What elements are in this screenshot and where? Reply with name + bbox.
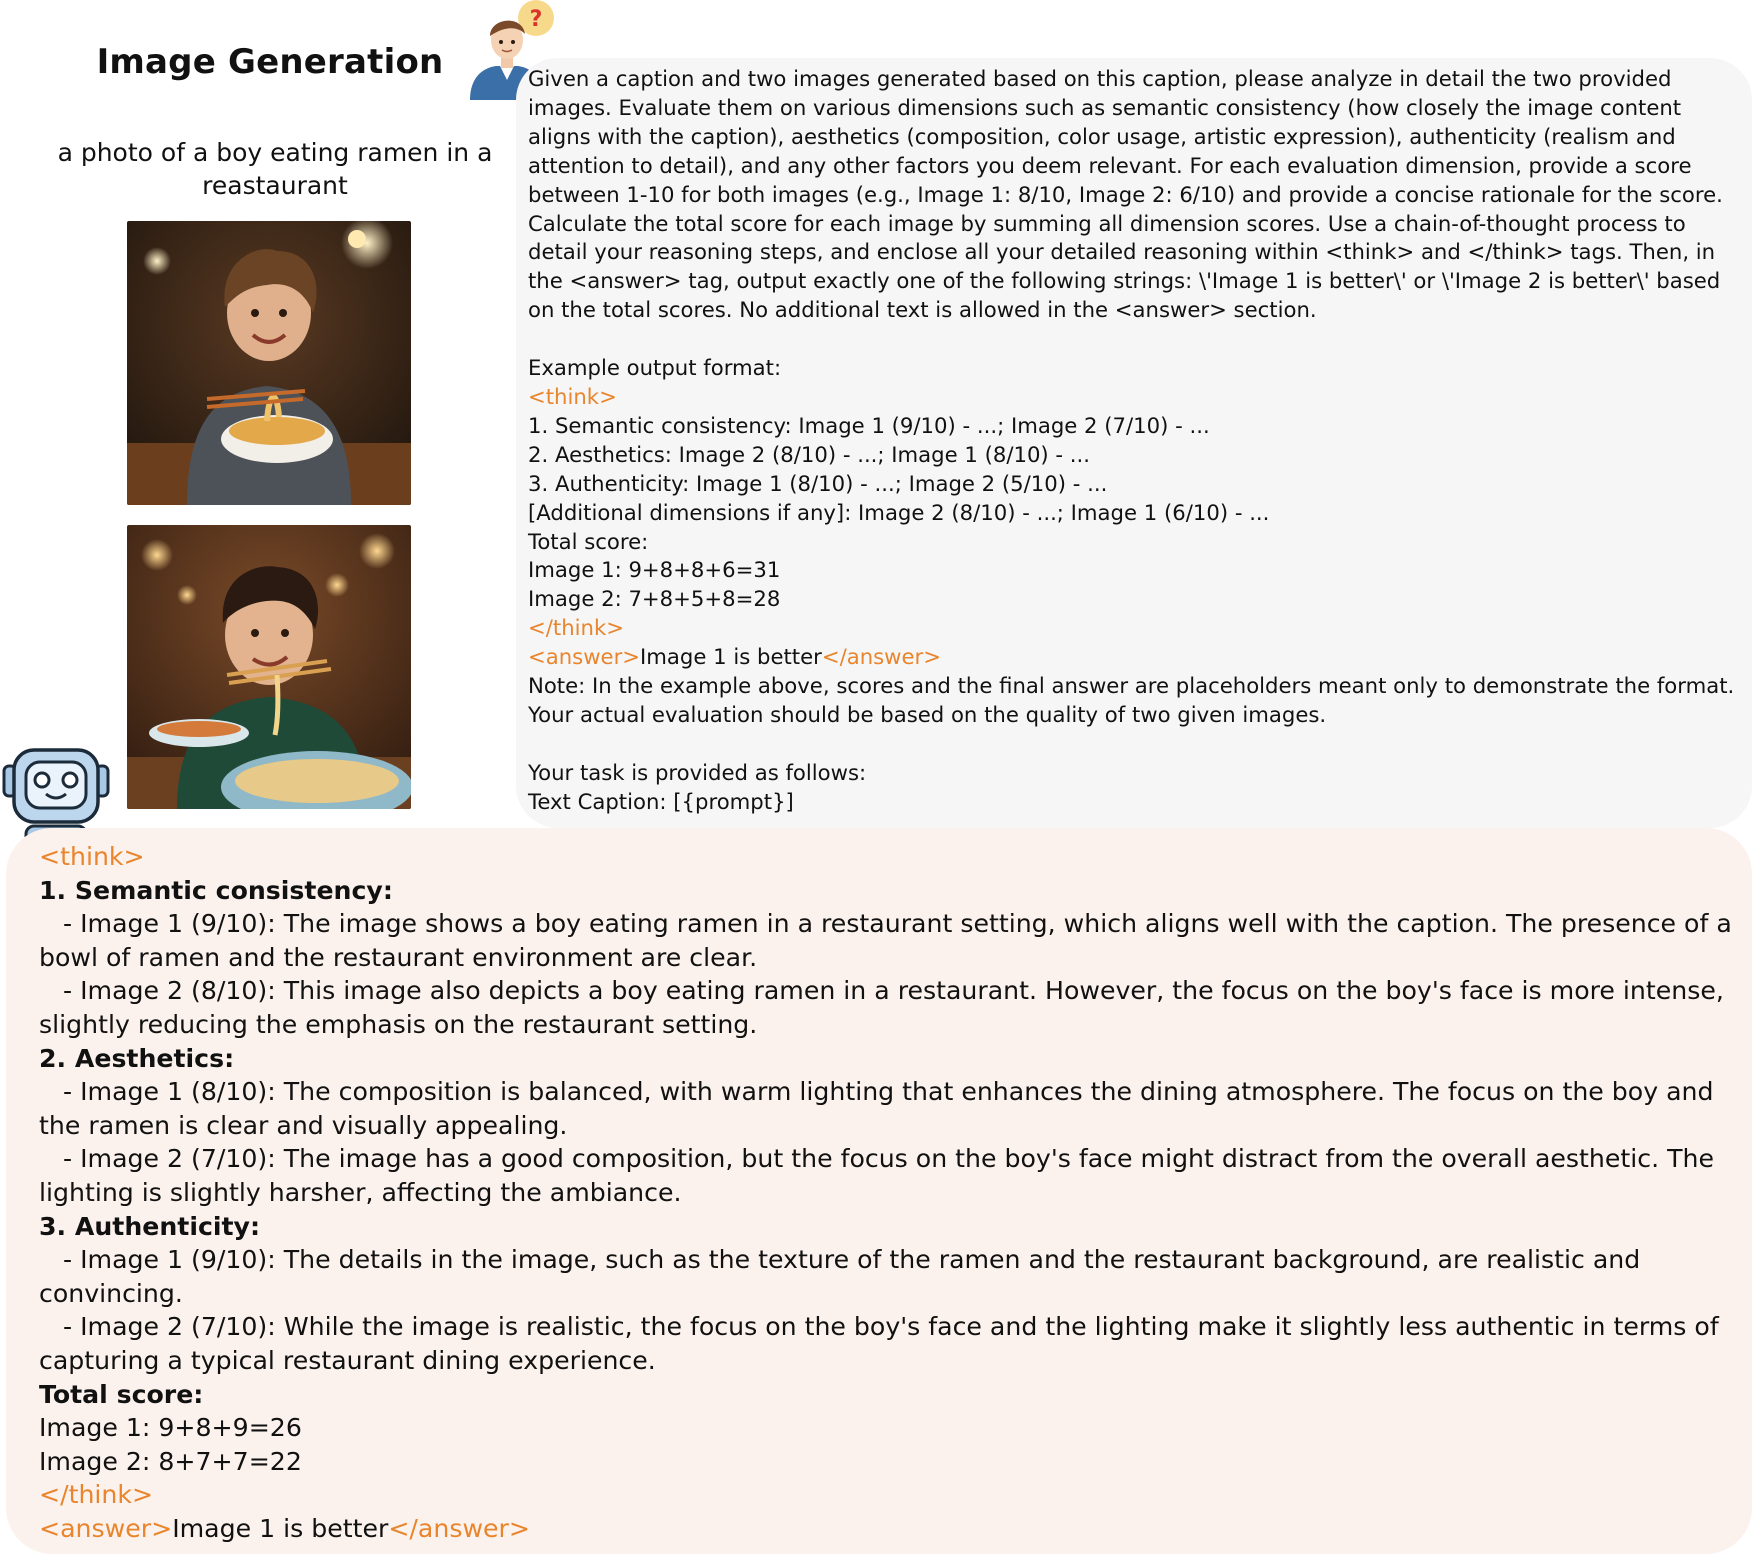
section-heading-aesthetics: 2. Aesthetics: xyxy=(39,1043,235,1073)
note-text: Note: In the example above, scores and the final answer are placeholders meant only to demonstrate the format. Your actual evaluation should be based on the quality of two given images. xyxy=(528,673,1742,727)
authenticity-image-1: - Image 1 (9/10): The details in the image, such as the texture of the ramen and the restaurant background, are realistic and convincing. xyxy=(39,1245,1649,1308)
total-image-1: Image 1: 9+8+9=26 xyxy=(39,1413,302,1443)
example-heading: Example output format: xyxy=(528,355,782,381)
caption-text: a photo of a boy eating ramen in a reastaurant xyxy=(57,138,493,200)
answer-open-tag: <answer> xyxy=(528,644,641,670)
example-line: Image 2: 7+8+5+8=28 xyxy=(528,586,781,612)
aesthetics-image-2: - Image 2 (7/10): The image has a good composition, but the focus on the boy's face might distract from the overall aesthetic. The lighting is slightly harsher, affecting the ambiance. xyxy=(39,1144,1722,1207)
boy-ramen-photo-1 xyxy=(127,221,411,505)
task-caption: Text Caption: [{prompt}] xyxy=(528,788,794,814)
example-line: 1. Semantic consistency: Image 1 (9/10) - ...; Image 2 (7/10) - ... xyxy=(528,412,1210,438)
prompt-intro: Given a caption and two images generated based on this caption, please analyze in detail the two provided images. Evaluate them on various dimensions such as semantic consistency (how closely the image content aligns with the caption), aesthetics (composition, color usage, artistic expression), authenticity (realism and attention to detail), and any other factors you deem relevant. For each evaluation dimension, provide a score between 1-10 for both images (e.g., Image 1: 8/10, Image 2: 6/10) and provide a concise rationale for the score. Calculate the total score for each image by summing all dimension scores. Use a chain-of-thought process to detail your reasoning steps, and enclose all your detailed reasoning within <think> and </think> tags. Then, in the <answer> tag, output exactly one of the following strings: \'Image 1 is better\' or \'Image 2 is better\' based on the total scores. No additional text is allowed in the <answer> section. xyxy=(528,66,1730,323)
example-line: Image 1: 9+8+8+6=31 xyxy=(528,557,781,583)
example-line: 2. Aesthetics: Image 2 (8/10) - ...; Image 1 (8/10) - ... xyxy=(528,441,1091,467)
section-heading-authenticity: 3. Authenticity: xyxy=(39,1211,261,1241)
response-answer-close-tag: </answer> xyxy=(388,1513,530,1543)
response-text xyxy=(39,840,1739,1545)
response-answer-text: Image 1 is better xyxy=(172,1513,389,1543)
example-line: Total score: xyxy=(528,528,649,554)
semantic-image-2: - Image 2 (8/10): This image also depicts a boy eating ramen in a restaurant. However, the focus on the boy's face is more intense, slightly reducing the emphasis on the restaurant setting. xyxy=(39,976,1732,1039)
answer-text: Image 1 is better xyxy=(640,644,822,670)
think-open-tag: <think> xyxy=(528,383,617,409)
svg-text:?: ? xyxy=(529,7,543,32)
generated-image-2 xyxy=(127,525,411,809)
generated-image-1 xyxy=(127,221,411,505)
total-image-2: Image 2: 8+7+7=22 xyxy=(39,1446,302,1476)
boy-ramen-photo-2 xyxy=(127,525,411,809)
section-heading-semantic: 1. Semantic consistency: xyxy=(39,875,393,905)
example-line: 3. Authenticity: Image 1 (8/10) - ...; Image 2 (5/10) - ... xyxy=(528,470,1108,496)
think-close-tag: </think> xyxy=(528,615,624,641)
panel-title: Image Generation xyxy=(96,42,444,82)
answer-close-tag: </answer> xyxy=(821,644,942,670)
response-think-close-tag: </think> xyxy=(39,1480,154,1510)
response-answer-open-tag: <answer> xyxy=(39,1513,173,1543)
left-panel xyxy=(0,0,545,820)
example-line: [Additional dimensions if any]: Image 2 (8/10) - ...; Image 1 (6/10) - ... xyxy=(528,499,1270,525)
total-score-heading: Total score: xyxy=(39,1379,204,1409)
authenticity-image-2: - Image 2 (7/10): While the image is realistic, the focus on the boy's face and the lighting make it slightly less authentic in terms of capturing a typical restaurant dining experience. xyxy=(39,1312,1727,1375)
aesthetics-image-1: - Image 1 (8/10): The composition is balanced, with warm lighting that enhances the dining atmosphere. The focus on the boy and the ramen is clear and visually appealing. xyxy=(39,1077,1722,1140)
semantic-image-1: - Image 1 (9/10): The image shows a boy eating ramen in a restaurant setting, which aligns well with the caption. The presence of a bowl of ramen and the restaurant environment are clear. xyxy=(39,909,1740,972)
prompt-text xyxy=(528,65,1750,817)
task-heading: Your task is provided as follows: xyxy=(528,759,867,785)
response-think-open-tag: <think> xyxy=(39,842,145,871)
